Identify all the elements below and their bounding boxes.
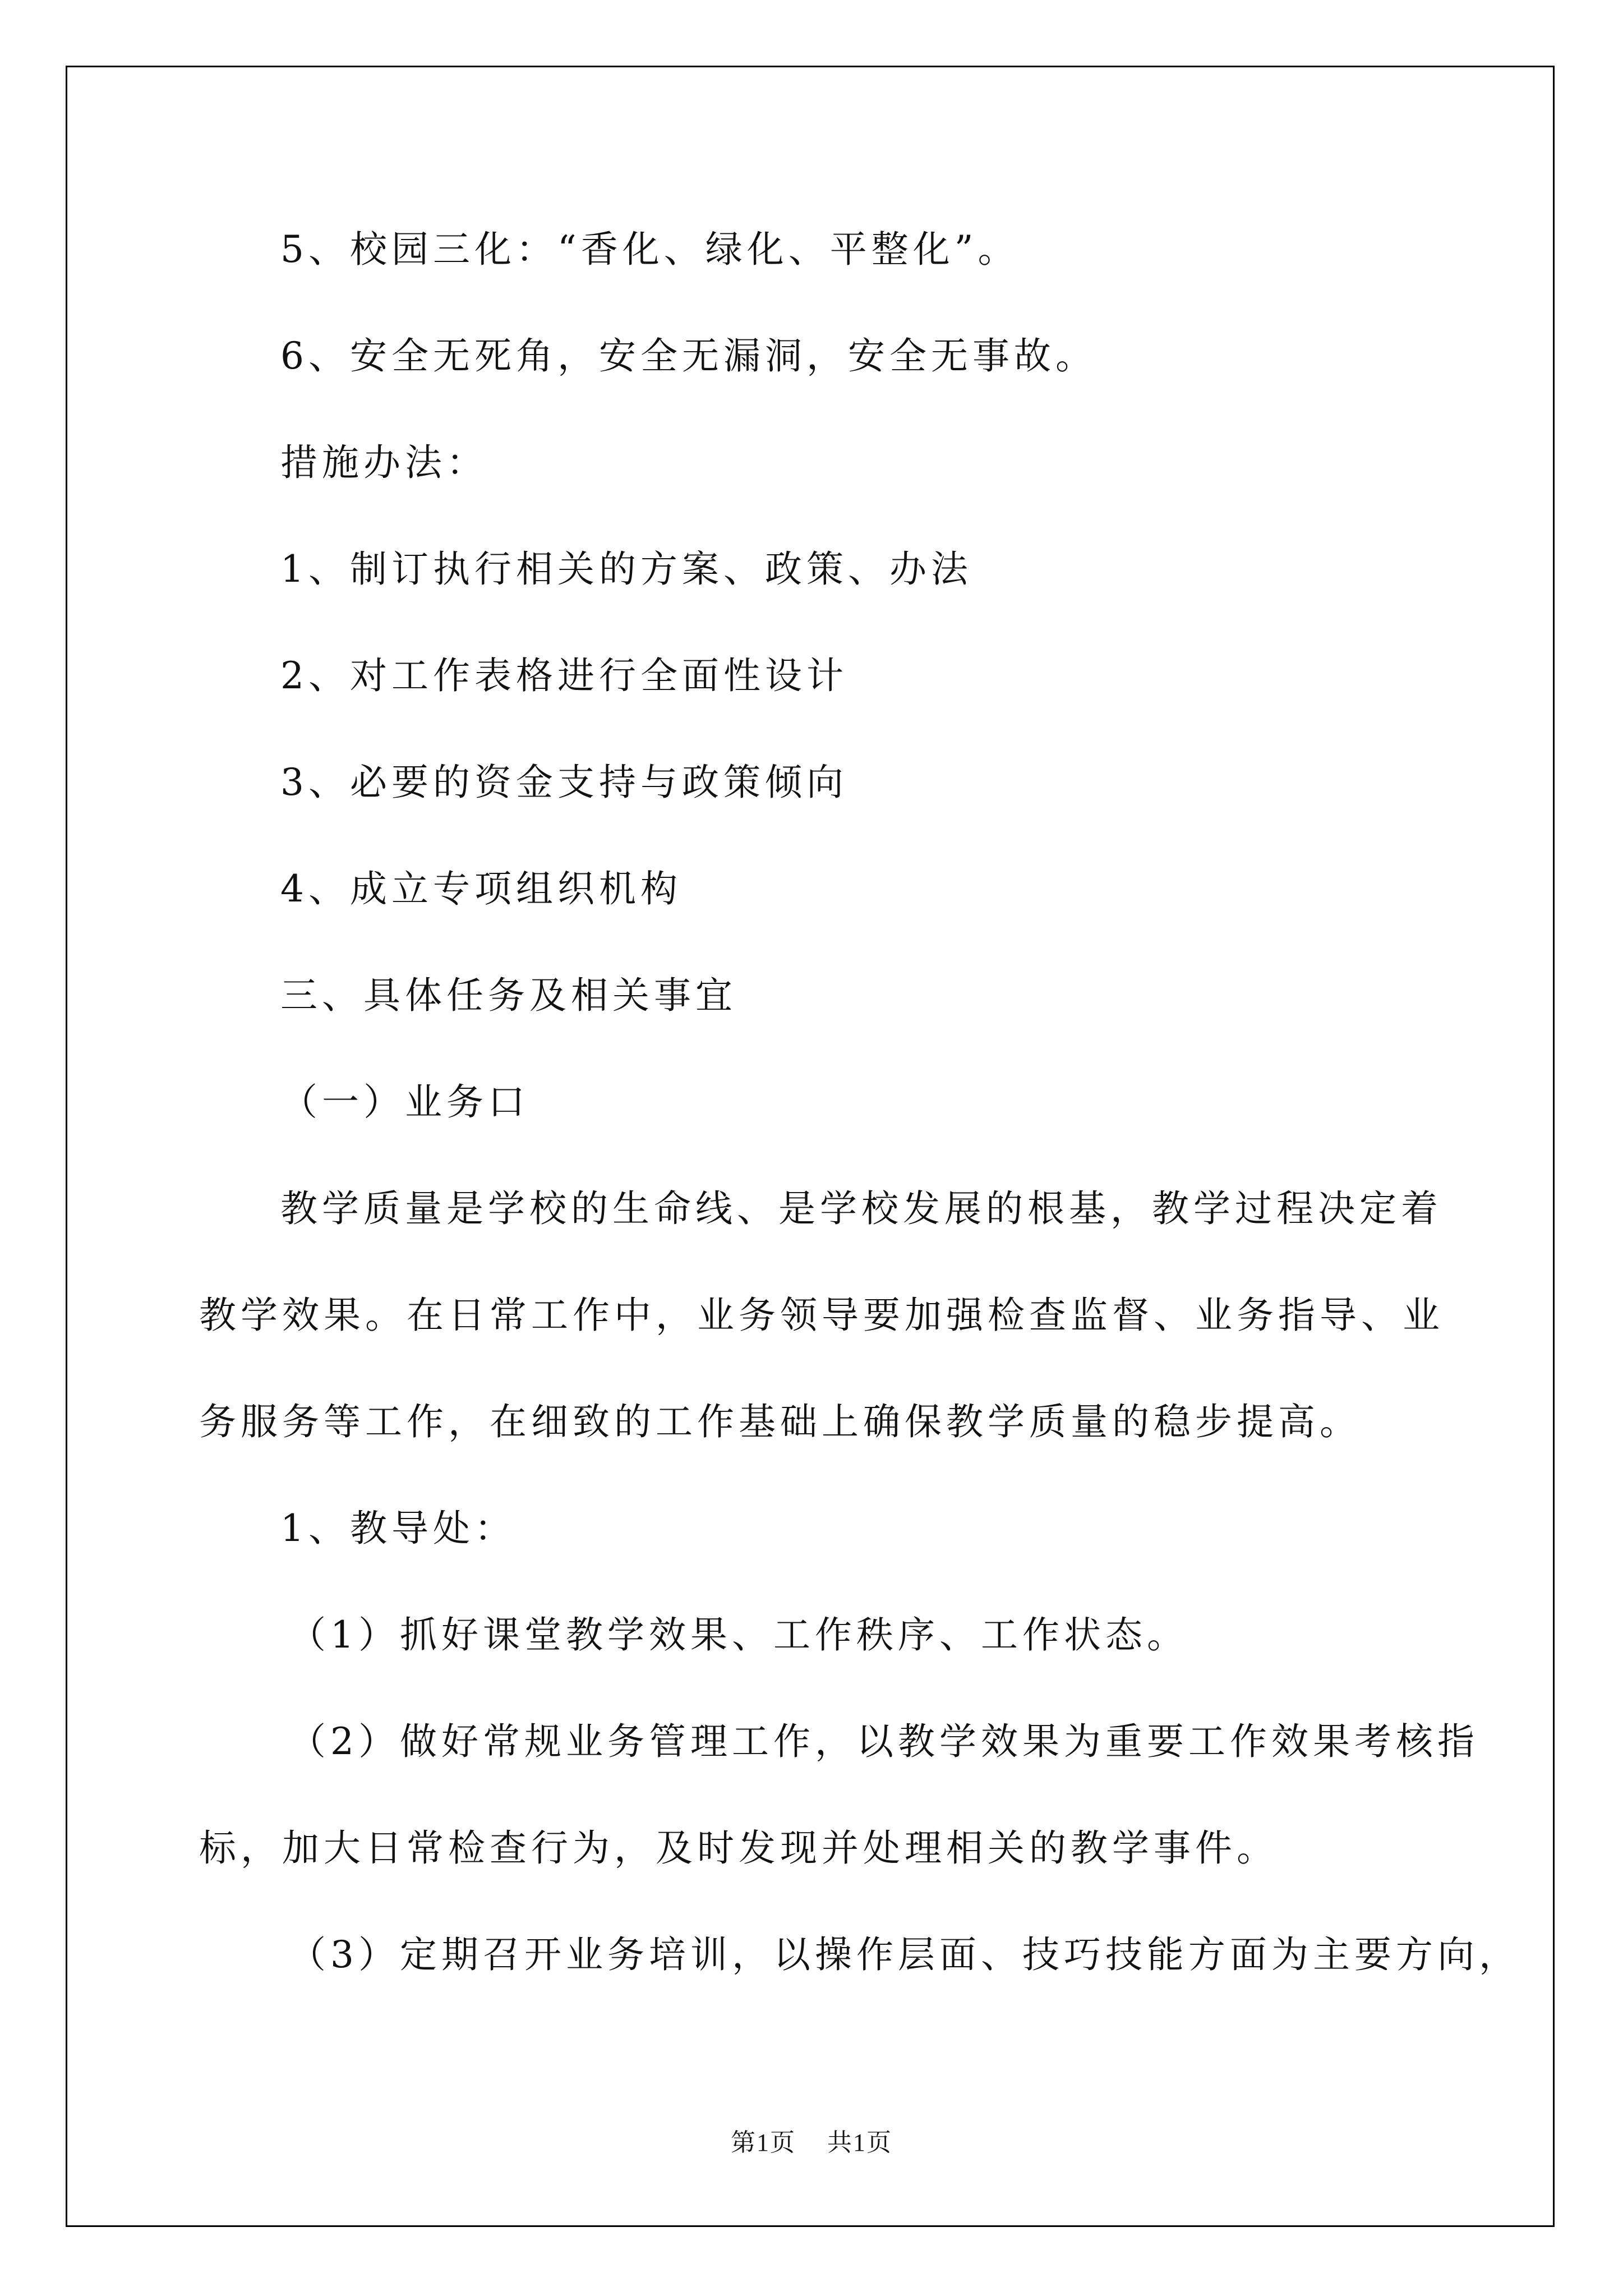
page-number: 第1页 [731,2129,796,2156]
list-item-task-2: （2）做好常规业务管理工作，以教学效果为重要工作效果考核指 [289,1720,1479,1763]
paragraph-line: 标，加大日常检查行为，及时发现并处理相关的教学事件。 [199,1826,1278,1870]
section-heading-tasks: 三、具体任务及相关事宜 [280,974,737,1017]
list-item-measure-2: 2、对工作表格进行全面性设计 [280,654,848,697]
list-item-measure-4: 4、成立专项组织机构 [280,867,682,910]
paragraph-line: 教学效果。在日常工作中，业务领导要加强检查监督、业务指导、业 [199,1294,1444,1337]
page-border [66,66,1555,2227]
page-total: 共1页 [827,2129,892,2156]
list-item-measure-3: 3、必要的资金支持与政策倾向 [280,761,848,804]
paragraph-line: 教学质量是学校的生命线、是学校发展的根基，教学过程决定着 [280,1187,1442,1230]
text-line-safety: 6、安全无死角，安全无漏洞，安全无事故。 [280,334,1097,378]
page-footer [0,2126,1623,2160]
paragraph-line: 务服务等工作，在细致的工作基础上确保教学质量的稳步提高。 [199,1400,1361,1443]
list-item-measure-1: 1、制订执行相关的方案、政策、办法 [280,547,972,591]
list-item-task-1: （1）抓好课堂教学效果、工作秩序、工作状态。 [289,1613,1188,1657]
list-item-task-3: （3）定期召开业务培训，以操作层面、技巧技能方面为主要方向， [289,1933,1520,1976]
text-line-school-three: 5、校园三化：“香化、绿化、平整化”。 [280,228,1020,271]
subheading-teaching-office: 1、教导处： [280,1507,516,1550]
section-heading-measures: 措施办法： [280,441,488,484]
subsection-heading-business: （一）业务口 [280,1080,529,1124]
